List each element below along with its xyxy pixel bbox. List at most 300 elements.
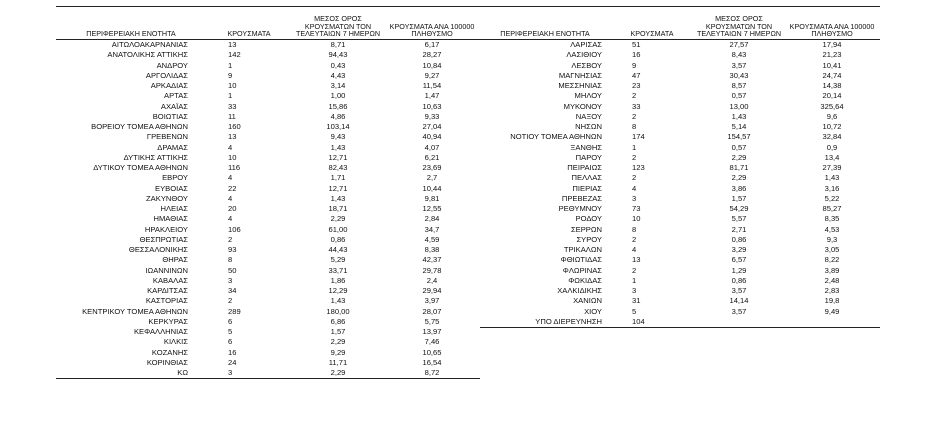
table-row	[480, 296, 880, 306]
per100k-cell: 8,72	[384, 368, 480, 379]
avg7-cell: 2,29	[330, 337, 346, 347]
region-cell: ΒΟΙΩΤΙΑΣ	[152, 111, 188, 121]
per100k-cell: 9,27	[424, 70, 440, 80]
table-row	[480, 122, 880, 132]
per100k-cell: 42,37	[422, 255, 442, 265]
region-cell: ΧΑΝΙΩΝ	[573, 296, 602, 306]
table-row	[480, 214, 880, 224]
per100k-cell: 5,75	[424, 316, 440, 326]
region-cell: ΚΑΡΔΙΤΣΑΣ	[147, 286, 188, 295]
table-row	[480, 204, 880, 214]
table-row	[56, 71, 480, 81]
region-cell: ΔΥΤΙΚΟΥ ΤΟΜΕΑ ΑΘΗΝΩΝ	[93, 163, 188, 172]
per100k-cell: 8,38	[424, 245, 440, 254]
region-cell: ΠΑΡΟΥ	[575, 152, 602, 162]
region-cell: ΦΛΩΡΙΝΑΣ	[562, 265, 602, 275]
cases-cell: 34	[228, 286, 237, 295]
table-row	[56, 255, 480, 265]
per100k-cell: 10,41	[822, 60, 842, 70]
avg7-cell: 5,57	[731, 214, 747, 224]
per100k-cell: 325,64	[820, 101, 844, 111]
avg7-cell: 3,57	[731, 60, 747, 70]
cases-cell: 6	[228, 316, 233, 326]
per100k-cell: 13,4	[824, 152, 840, 162]
table-row	[480, 143, 880, 153]
avg7-cell: 33,71	[328, 265, 348, 275]
region-cell: ΣΥΡΟΥ	[576, 234, 602, 244]
avg7-cell: 103,14	[326, 122, 350, 131]
avg7-cell: 3,29	[731, 245, 747, 254]
per100k-cell: 19,8	[824, 296, 840, 306]
region-cell: ΘΕΣΣΑΛΟΝΙΚΗΣ	[128, 245, 188, 254]
per100k-cell: 13,97	[422, 327, 442, 336]
region-cell: ΑΧΑΪΑΣ	[160, 101, 188, 111]
table-row	[480, 286, 880, 296]
region-cell: ΝΗΣΩΝ	[575, 122, 602, 131]
table-row	[480, 235, 880, 245]
cases-cell: 5	[228, 327, 233, 336]
left-table-panel	[56, 6, 480, 379]
region-cell: ΙΩΑΝΝΙΝΩΝ	[145, 265, 188, 275]
avg7-cell: 8,43	[731, 50, 747, 60]
table-row	[56, 337, 480, 347]
cases-cell: 23	[632, 81, 641, 90]
cases-cell: 289	[228, 306, 241, 316]
per100k-cell: 28,27	[422, 50, 442, 60]
cases-cell: 1	[632, 275, 637, 285]
per100k-cell: 0,9	[826, 142, 838, 152]
header-per100k: ΚΡΟΥΣΜΑΤΑ ΑΝΑ 100000 ΠΛΗΘΥΣΜΟ	[784, 7, 880, 40]
region-cell: ΚΟΡΙΝΘΙΑΣ	[146, 357, 188, 367]
table-row	[56, 143, 480, 153]
cases-cell: 123	[632, 163, 645, 172]
region-cell: ΜΗΛΟΥ	[574, 91, 602, 101]
per100k-cell: 2,4	[426, 275, 438, 285]
header-cases: ΚΡΟΥΣΜΑΤΑ	[206, 7, 292, 40]
avg7-cell: 3,57	[731, 286, 747, 295]
region-cell: ΜΥΚΟΝΟΥ	[563, 101, 602, 111]
table-row	[480, 91, 880, 101]
cases-cell: 13	[228, 132, 237, 142]
per100k-cell: 3,97	[424, 296, 440, 306]
avg7-cell: 94,43	[328, 50, 348, 60]
avg7-cell: 12,29	[328, 286, 348, 295]
cases-cell: 9	[632, 60, 637, 70]
per100k-cell: 3,89	[824, 265, 840, 275]
avg7-cell: 81,71	[729, 163, 749, 172]
avg7-cell: 1,43	[330, 142, 346, 152]
header-region: ΠΕΡΙΦΕΡΕΙΑΚΗ ΕΝΟΤΗΤΑ	[480, 7, 610, 40]
per100k-cell: 40,94	[422, 132, 442, 142]
region-cell: ΜΑΓΝΗΣΙΑΣ	[558, 70, 602, 80]
per100k-cell: 27,39	[822, 163, 842, 172]
cases-cell: 8	[632, 224, 637, 234]
cases-cell: 104	[610, 317, 694, 328]
region-cell: ΚΑΣΤΟΡΙΑΣ	[145, 296, 188, 306]
per100k-cell: 2,48	[824, 275, 840, 285]
per100k-cell: 29,94	[422, 286, 442, 295]
per100k-cell: 2,83	[824, 286, 840, 295]
table-row	[56, 235, 480, 245]
avg7-cell: 1,71	[330, 173, 346, 183]
per100k-cell: 4,59	[424, 234, 440, 244]
per100k-cell: 1,47	[424, 91, 440, 101]
avg7-cell: 4,86	[330, 111, 346, 121]
avg7-cell: 4,43	[330, 70, 346, 80]
table-row	[56, 307, 480, 317]
right-table-panel	[480, 6, 880, 328]
cases-cell: 4	[228, 173, 233, 183]
avg7-cell: 9,43	[330, 132, 346, 142]
header-cases: ΚΡΟΥΣΜΑΤΑ	[610, 7, 694, 40]
per100k-cell	[784, 317, 880, 328]
table-row	[56, 286, 480, 296]
cases-cell: 4	[228, 142, 233, 152]
avg7-cell: 3,14	[330, 81, 346, 90]
region-cell: ΦΘΙΩΤΙΔΑΣ	[560, 255, 602, 265]
region-cell: ΛΕΣΒΟΥ	[571, 60, 602, 70]
region-cell: ΚΕΝΤΡΙΚΟΥ ΤΟΜΕΑ ΑΘΗΝΩΝ	[82, 306, 188, 316]
per100k-cell: 12,55	[422, 204, 442, 213]
table-row	[480, 317, 880, 328]
avg7-cell: 3,57	[731, 306, 747, 316]
avg7-cell: 0,43	[330, 60, 346, 70]
table-row	[56, 276, 480, 286]
region-cell: ΖΑΚΥΝΘΟΥ	[146, 193, 188, 203]
table-row	[56, 296, 480, 306]
region-cell: ΡΟΔΟΥ	[575, 214, 602, 224]
avg7-cell: 5,29	[330, 255, 346, 265]
avg7-cell: 82,43	[328, 163, 348, 172]
region-cell: ΘΕΣΠΡΩΤΙΑΣ	[139, 234, 188, 244]
region-cell: ΠΡΕΒΕΖΑΣ	[561, 193, 602, 203]
table-row	[56, 61, 480, 71]
region-cell: ΞΑΝΘΗΣ	[570, 142, 602, 152]
avg7-cell: 1,29	[731, 265, 747, 275]
table-row	[480, 81, 880, 91]
avg7-cell: 1,00	[330, 91, 346, 101]
per100k-cell: 10,44	[422, 183, 442, 193]
region-cell: ΚΙΛΚΙΣ	[163, 337, 188, 347]
cases-cell: 33	[228, 101, 237, 111]
table-row	[56, 368, 480, 379]
cases-cell: 24	[228, 357, 237, 367]
region-cell: ΚΩ	[56, 368, 206, 379]
cases-cell: 73	[632, 204, 641, 213]
avg7-cell: 1,57	[330, 327, 346, 336]
cases-cell: 2	[632, 234, 637, 244]
cases-cell: 1	[228, 60, 233, 70]
region-cell: ΧΑΛΚΙΔΙΚΗΣ	[557, 286, 602, 295]
avg7-cell: 8,57	[731, 81, 747, 90]
region-cell: ΓΡΕΒΕΝΩΝ	[146, 132, 188, 142]
region-cell: ΚΟΖΑΝΗΣ	[151, 347, 188, 357]
table-row	[56, 225, 480, 235]
per100k-cell: 28,07	[422, 306, 442, 316]
avg7-cell: 0,86	[731, 234, 747, 244]
avg7-cell: 0,57	[731, 91, 747, 101]
region-cell: ΠΙΕΡΙΑΣ	[572, 183, 602, 193]
table-row	[480, 163, 880, 173]
avg7-cell: 5,14	[731, 122, 747, 131]
per100k-cell: 6,21	[424, 152, 440, 162]
cases-cell: 50	[228, 265, 237, 275]
cases-cell: 31	[632, 296, 641, 306]
header-avg7: ΜΕΣΟΣ ΟΡΟΣ ΚΡΟΥΣΜΑΤΩΝ ΤΟΝ ΤΕΛΕΥΤΑΙΩΝ 7 ΗΜΕΡΩΝ	[292, 7, 384, 40]
table-row	[56, 153, 480, 163]
region-cell: ΔΥΤΙΚΗΣ ΑΤΤΙΚΗΣ	[123, 152, 188, 162]
right-header-row	[480, 7, 880, 40]
region-cell: ΑΝΔΡΟΥ	[156, 60, 188, 70]
per100k-cell: 20,14	[822, 91, 842, 101]
cases-cell: 8	[228, 255, 233, 265]
region-cell: ΠΕΙΡΑΙΩΣ	[567, 163, 602, 172]
avg7-cell: 44,43	[328, 245, 348, 254]
per100k-cell: 9,33	[424, 111, 440, 121]
per100k-cell: 7,46	[424, 337, 440, 347]
cases-cell: 4	[632, 245, 637, 254]
avg7-cell	[694, 317, 784, 328]
table-row	[480, 184, 880, 194]
cases-cell: 10	[228, 152, 237, 162]
cases-cell: 4	[632, 183, 637, 193]
cases-cell: 174	[632, 132, 645, 142]
region-cell: ΚΑΒΑΛΑΣ	[152, 275, 188, 285]
avg7-cell: 1,57	[731, 193, 747, 203]
cases-cell: 2	[632, 173, 637, 183]
per100k-cell: 5,22	[824, 193, 840, 203]
region-cell: ΝΑΞΟΥ	[575, 111, 602, 121]
table-row	[56, 50, 480, 60]
table-row	[56, 266, 480, 276]
cases-cell: 16	[632, 50, 641, 60]
table-row	[480, 71, 880, 81]
table-row	[56, 102, 480, 112]
right-cases-table	[480, 7, 880, 328]
avg7-cell: 0,86	[731, 275, 747, 285]
avg7-cell: 1,43	[330, 193, 346, 203]
avg7-cell: 13,00	[729, 101, 749, 111]
table-row	[480, 112, 880, 122]
cases-cell: 6	[228, 337, 233, 347]
cases-cell: 2	[228, 234, 233, 244]
avg7-cell: 61,00	[328, 224, 348, 234]
avg7-cell: 2,29	[292, 368, 384, 379]
table-row	[56, 40, 480, 51]
avg7-cell: 2,29	[731, 152, 747, 162]
avg7-cell: 30,43	[729, 70, 749, 80]
table-row	[480, 276, 880, 286]
avg7-cell: 15,86	[328, 101, 348, 111]
per100k-cell: 32,84	[822, 132, 842, 142]
avg7-cell: 3,86	[731, 183, 747, 193]
per100k-cell: 10,84	[422, 60, 442, 70]
per100k-cell: 24,74	[822, 70, 842, 80]
per100k-cell: 9,6	[826, 111, 838, 121]
cases-cell: 93	[228, 245, 237, 254]
region-cell: ΣΕΡΡΩΝ	[570, 224, 602, 234]
per100k-cell: 11,54	[422, 81, 442, 90]
table-row	[480, 307, 880, 317]
region-cell: ΑΡΚΑΔΙΑΣ	[150, 81, 188, 90]
avg7-cell: 18,71	[328, 204, 348, 213]
avg7-cell: 2,29	[330, 214, 346, 224]
avg7-cell: 2,29	[731, 173, 747, 183]
table-row	[480, 245, 880, 255]
table-row	[56, 81, 480, 91]
per100k-cell: 34,7	[424, 224, 440, 234]
cases-cell: 116	[228, 163, 241, 172]
cases-cell: 3	[632, 286, 637, 295]
table-row	[56, 91, 480, 101]
per100k-cell: 8,22	[824, 255, 840, 265]
region-cell: ΠΕΛΛΑΣ	[571, 173, 602, 183]
cases-cell: 2	[632, 91, 637, 101]
per100k-cell: 8,35	[824, 214, 840, 224]
table-row	[56, 348, 480, 358]
per100k-cell: 16,54	[422, 357, 442, 367]
left-cases-table	[56, 7, 480, 379]
table-row	[480, 102, 880, 112]
table-row	[56, 358, 480, 368]
region-cell: ΒΟΡΕΙΟΥ ΤΟΜΕΑ ΑΘΗΝΩΝ	[91, 122, 188, 131]
avg7-cell: 12,71	[328, 183, 348, 193]
per100k-cell: 3,16	[824, 183, 840, 193]
avg7-cell: 1,86	[330, 275, 346, 285]
cases-cell: 33	[632, 101, 641, 111]
cases-cell: 11	[228, 111, 236, 121]
avg7-cell: 154,57	[727, 132, 751, 142]
cases-cell: 10	[228, 81, 237, 90]
per100k-cell: 2,7	[426, 173, 438, 183]
per100k-cell: 21,23	[822, 50, 842, 60]
per100k-cell: 10,65	[422, 347, 442, 357]
region-cell: ΕΒΡΟΥ	[162, 173, 188, 183]
table-row	[56, 173, 480, 183]
per100k-cell: 1,43	[824, 173, 840, 183]
table-row	[480, 61, 880, 71]
cases-cell: 5	[632, 306, 637, 316]
table-row	[480, 255, 880, 265]
table-row	[56, 204, 480, 214]
region-cell: ΧΙΟΥ	[584, 306, 602, 316]
per100k-cell: 4,07	[424, 142, 440, 152]
table-row	[480, 173, 880, 183]
cases-cell: 142	[228, 50, 241, 60]
avg7-cell: 54,29	[729, 204, 749, 213]
cases-cell: 2	[632, 265, 637, 275]
cases-cell: 9	[228, 70, 233, 80]
per100k-cell: 9,81	[424, 193, 440, 203]
avg7-cell: 8,71	[330, 40, 346, 49]
avg7-cell: 6,57	[731, 255, 747, 265]
per100k-cell: 3,05	[824, 245, 840, 254]
table-row	[56, 245, 480, 255]
avg7-cell: 6,86	[330, 316, 346, 326]
per100k-cell: 10,72	[822, 122, 842, 131]
cases-cell: 20	[228, 204, 237, 213]
table-row	[56, 194, 480, 204]
region-cell: ΗΛΕΙΑΣ	[160, 204, 188, 213]
region-cell: ΛΑΣΙΘΙΟΥ	[566, 50, 602, 60]
cases-cell: 2	[228, 296, 233, 306]
region-cell: ΚΕΡΚΥΡΑΣ	[148, 316, 188, 326]
avg7-cell: 0,57	[731, 142, 747, 152]
per100k-cell: 6,17	[424, 40, 440, 49]
table-row	[480, 266, 880, 276]
table-row	[56, 112, 480, 122]
region-cell: ΚΕΦΑΛΛΗΝΙΑΣ	[133, 327, 188, 336]
table-row	[56, 163, 480, 173]
region-cell: ΘΗΡΑΣ	[162, 255, 188, 265]
table-row	[56, 317, 480, 327]
cases-cell: 51	[632, 40, 641, 49]
region-cell: ΤΡΙΚΑΛΩΝ	[563, 245, 602, 254]
cases-cell: 8	[632, 122, 637, 131]
per100k-cell: 9,49	[824, 306, 840, 316]
avg7-cell: 1,43	[330, 296, 346, 306]
table-row	[56, 184, 480, 194]
cases-cell: 47	[632, 70, 641, 80]
per100k-cell: 17,94	[822, 40, 842, 49]
region-cell: ΦΩΚΙΔΑΣ	[568, 275, 602, 285]
header-region: ΠΕΡΙΦΕΡΕΙΑΚΗ ΕΝΟΤΗΤΑ	[56, 7, 206, 40]
header-avg7: ΜΕΣΟΣ ΟΡΟΣ ΚΡΟΥΣΜΑΤΩΝ ΤΟΝ ΤΕΛΕΥΤΑΙΩΝ 7 ΗΜΕΡΩΝ	[694, 7, 784, 40]
per100k-cell: 23,69	[422, 163, 442, 172]
table-row	[480, 50, 880, 60]
cases-cell: 4	[228, 193, 233, 203]
avg7-cell: 1,43	[731, 111, 747, 121]
per100k-cell: 2,84	[424, 214, 440, 224]
avg7-cell: 11,71	[328, 357, 348, 367]
avg7-cell: 180,00	[326, 306, 350, 316]
region-cell: ΑΡΓΟΛΙΔΑΣ	[145, 70, 188, 80]
region-cell: ΗΡΑΚΛΕΙΟΥ	[144, 224, 188, 234]
region-cell: ΑΙΤΩΛΟΑΚΑΡΝΑΝΙΑΣ	[111, 40, 188, 49]
cases-cell: 13	[228, 40, 237, 49]
cases-cell: 3	[228, 275, 233, 285]
cases-cell: 10	[632, 214, 641, 224]
per100k-cell: 4,53	[824, 224, 840, 234]
cases-cell: 1	[632, 142, 637, 152]
cases-cell: 3	[206, 368, 292, 379]
cases-cell: 3	[632, 193, 637, 203]
per100k-cell: 27,04	[422, 122, 442, 131]
per100k-cell: 14,38	[822, 81, 842, 90]
cases-cell: 22	[228, 183, 237, 193]
cases-cell: 1	[228, 91, 233, 101]
table-row	[56, 327, 480, 337]
region-cell: ΑΝΑΤΟΛΙΚΗΣ ΑΤΤΙΚΗΣ	[107, 50, 188, 60]
region-cell: ΔΡΑΜΑΣ	[157, 142, 188, 152]
avg7-cell: 9,29	[330, 347, 346, 357]
table-row	[480, 40, 880, 51]
table-row	[56, 214, 480, 224]
table-row	[480, 153, 880, 163]
cases-cell: 13	[632, 255, 641, 265]
region-cell: ΥΠΟ ΔΙΕΡΕΥΝΗΣΗ	[480, 317, 610, 328]
per100k-cell: 29,78	[422, 265, 442, 275]
avg7-cell: 27,57	[729, 40, 749, 49]
avg7-cell: 14,14	[729, 296, 749, 306]
avg7-cell: 12,71	[328, 152, 348, 162]
avg7-cell: 2,71	[731, 224, 747, 234]
region-cell: ΑΡΤΑΣ	[164, 91, 188, 101]
cases-cell: 4	[228, 214, 233, 224]
table-row	[56, 132, 480, 142]
header-per100k: ΚΡΟΥΣΜΑΤΑ ΑΝΑ 100000 ΠΛΗΘΥΣΜΟ	[384, 7, 480, 40]
region-cell: ΛΑΡΙΣΑΣ	[570, 40, 602, 49]
